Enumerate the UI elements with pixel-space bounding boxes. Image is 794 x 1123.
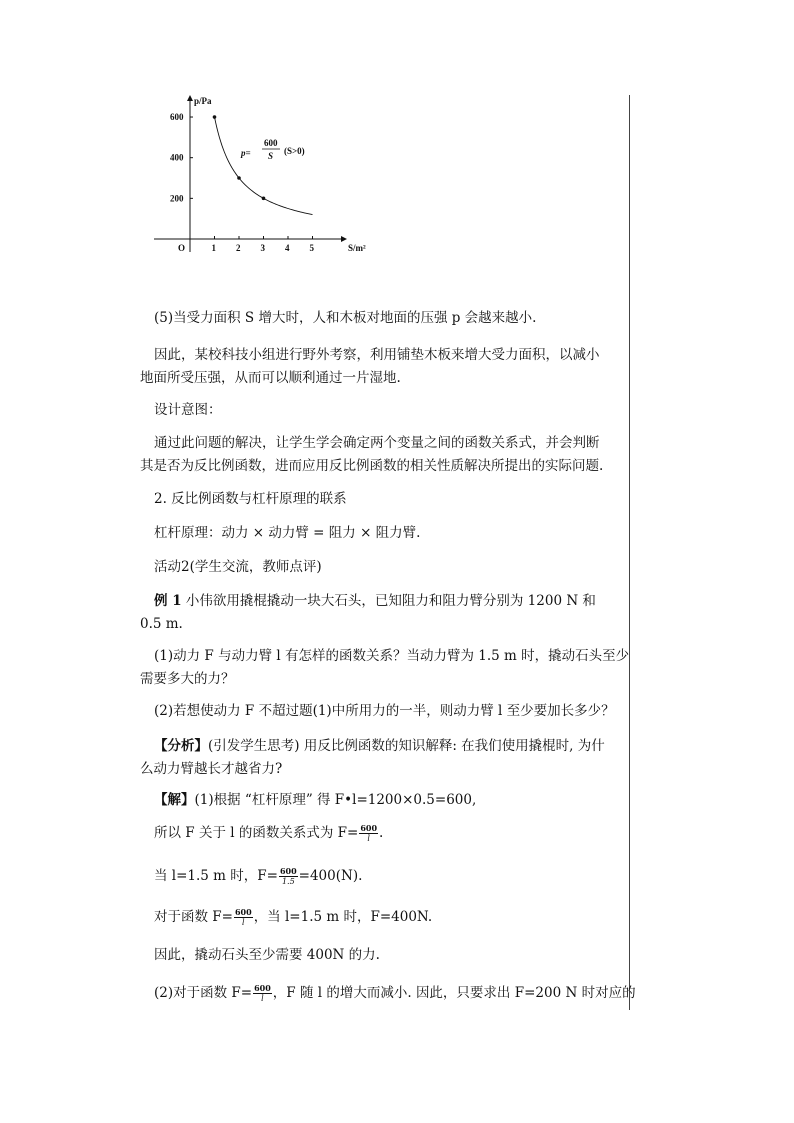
x-tick-label: 3 bbox=[260, 243, 265, 253]
y-tick-label: 400 bbox=[170, 152, 184, 163]
solution-label: 【解】 bbox=[154, 792, 195, 808]
solution-line4 bbox=[154, 906, 624, 929]
solution-step2-period: . bbox=[379, 825, 384, 841]
design-intent-line2: 其是否为反比例函数，进而应用反比例函数的相关性质解决所提出的实际问题. bbox=[140, 458, 604, 474]
example-1-label: 例 1 bbox=[154, 593, 182, 609]
analysis-label: 【分析】 bbox=[154, 738, 208, 754]
paragraph-conclusion-line1: 因此，某校科技小组进行野外考察，利用铺垫木板来增大受力面积，以减小 bbox=[154, 347, 600, 363]
y-tick-label: 600 bbox=[170, 112, 184, 123]
solution-step3-result: =400(N). bbox=[298, 868, 363, 884]
paragraph-part5: (5)当受力面积 S 增大时，人和木板对地面的压强 p 会越来越小. bbox=[154, 310, 537, 326]
y-axis-label: p/Pa bbox=[194, 96, 212, 106]
x-tick-label: 1 bbox=[211, 243, 216, 253]
activity-2: 活动2(学生交流，教师点评) bbox=[154, 559, 322, 575]
analysis-line2: 么动力臂越长才越省力? bbox=[140, 761, 283, 777]
solution-line1 bbox=[154, 789, 624, 812]
design-intent-line1: 通过此问题的解决，让学生学会确定两个变量之间的函数关系式，并会判断 bbox=[154, 435, 600, 451]
question-1-line2: 需要多大的力？ bbox=[140, 671, 235, 687]
solution-step1: (1)根据 “杠杆原理” 得 F•l=1200×0.5=600, bbox=[194, 792, 477, 808]
analysis-text: (引发学生思考) 用反比例函数的知识解释: 在我们使用撬棍时, 为什 bbox=[208, 738, 605, 754]
solution-step6-text: (2)对于函数 F= bbox=[154, 985, 253, 1001]
formula-lhs: p= bbox=[241, 148, 251, 158]
solution-step6-result: ，F 随 l 的增大而减小. 因此，只要求出 F=200 N 时对应的 bbox=[272, 985, 636, 1001]
fraction-600-over-l: $\frac{600}{l}$ bbox=[360, 823, 378, 843]
x-tick-label: 4 bbox=[285, 243, 290, 253]
x-axis-label: S/m² bbox=[348, 243, 366, 253]
x-tick-label: 5 bbox=[309, 243, 314, 253]
fraction-600-over-l: $\frac{600}{l}$ bbox=[254, 983, 271, 1003]
paragraph-conclusion-line2: 地面所受压强，从而可以顺利通过一片湿地. bbox=[140, 370, 401, 386]
x-tick-label: 2 bbox=[236, 243, 241, 253]
data-point bbox=[237, 176, 241, 180]
formula-condition: (S>0) bbox=[284, 146, 305, 156]
data-point bbox=[213, 115, 217, 119]
design-intent-title: 设计意图： bbox=[154, 402, 222, 418]
inverse-proportion-graph bbox=[150, 88, 380, 260]
lever-principle: 杠杆原理：动力 × 动力臂 = 阻力 × 阻力臂. bbox=[154, 525, 421, 541]
data-point bbox=[262, 197, 266, 201]
section-2-heading: 2. 反比例函数与杠杆原理的联系 bbox=[154, 491, 347, 507]
fraction-600-over-l: $\frac{600}{l}$ bbox=[234, 907, 252, 927]
question-2: (2)若想使动力 F 不超过题(1)中所用力的一半，则动力臂 l 至少要加长多少？ bbox=[154, 703, 615, 719]
example-1-line1 bbox=[154, 590, 624, 613]
solution-line3 bbox=[154, 865, 624, 888]
solution-line5: 因此，撬动石头至少需要 400N 的力. bbox=[154, 947, 380, 963]
solution-step2-text: 所以 F 关于 l 的函数关系式为 F= bbox=[154, 825, 359, 841]
example-1-line2: 0.5 m. bbox=[140, 616, 183, 632]
solution-step4-result: ，当 l=1.5 m 时，F=400N. bbox=[253, 909, 433, 925]
solution-line2 bbox=[154, 822, 624, 845]
example-1-text: 小伟欲用撬棍撬动一块大石头，已知阻力和阻力臂分别为 1200 N 和 bbox=[181, 593, 596, 609]
solution-step4-text: 对于函数 F= bbox=[154, 909, 233, 925]
y-tick-label: 200 bbox=[170, 193, 184, 204]
formula-denominator: S bbox=[268, 151, 274, 161]
solution-step3-text: 当 l=1.5 m 时，F= bbox=[154, 868, 278, 884]
origin-label: O bbox=[178, 243, 186, 253]
solution-line6 bbox=[154, 982, 636, 1005]
formula-numerator: 600 bbox=[264, 138, 278, 148]
question-1-line1: (1)动力 F 与动力臂 l 有怎样的函数关系？当动力臂为 1.5 m 时，撬动石头至少 bbox=[154, 648, 630, 664]
analysis-line1 bbox=[154, 735, 624, 758]
column-border-line bbox=[629, 95, 630, 1010]
fraction-600-over-1-5: $\frac{600}{1.5}$ bbox=[279, 866, 297, 886]
